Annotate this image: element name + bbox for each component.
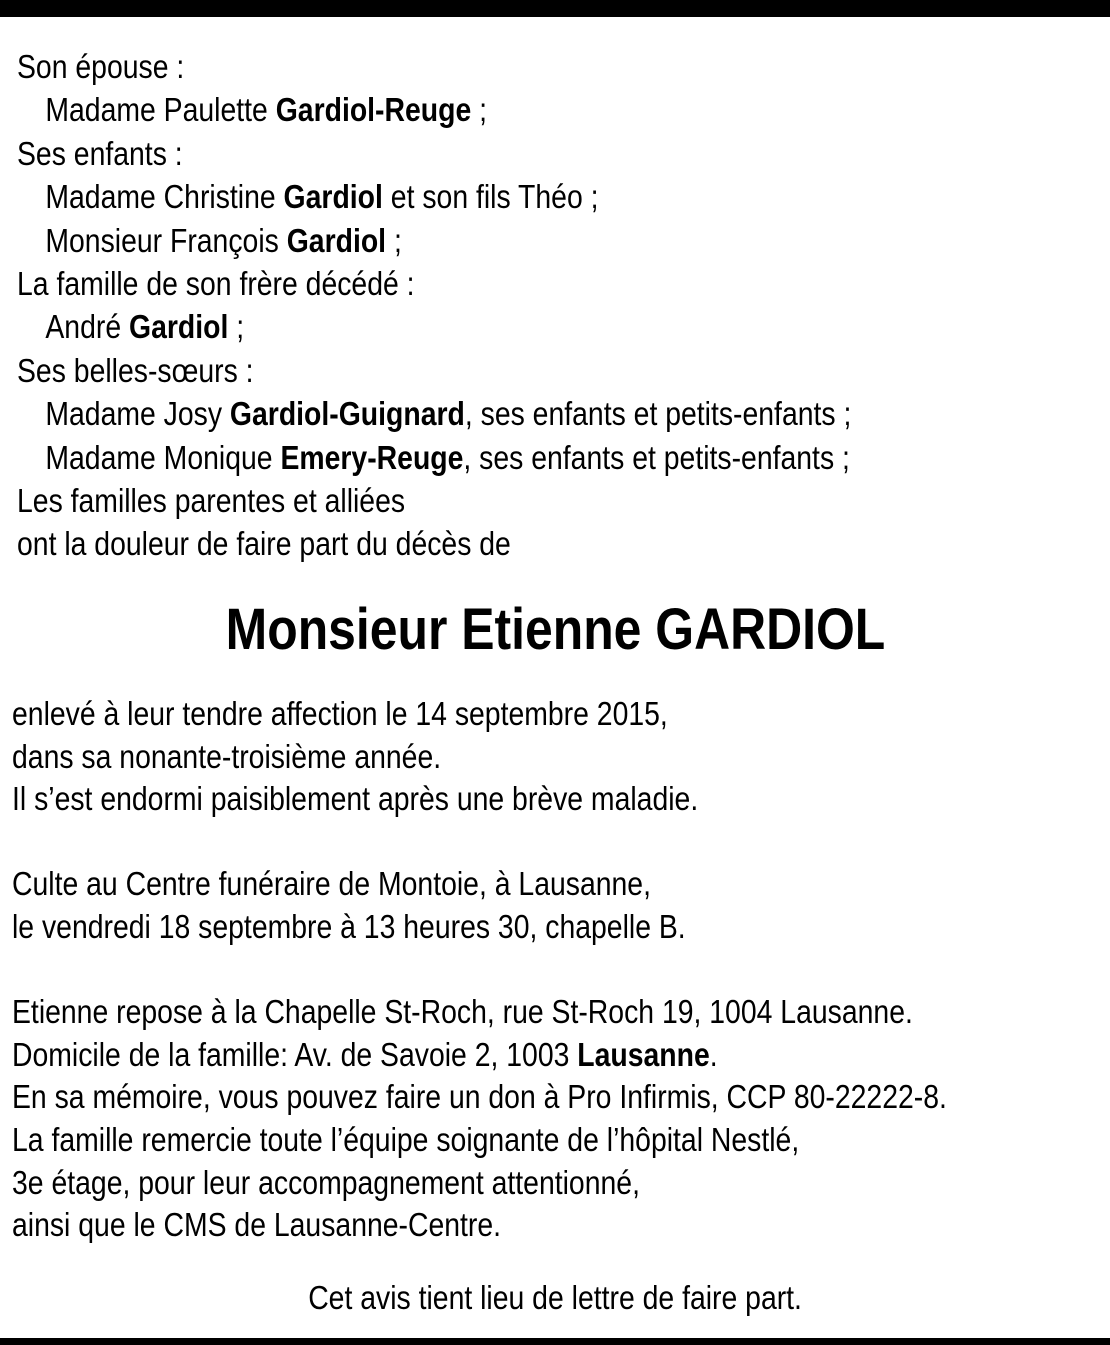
body-line: Il s’est endormi paisiblement après une brève maladie. bbox=[12, 780, 699, 818]
family-line: Ses enfants : bbox=[17, 134, 183, 172]
family-line: Madame Christine Gardiol et son fils Théo ; bbox=[45, 178, 599, 216]
family-line: Madame Monique Emery-Reuge, ses enfants et petits-enfants ; bbox=[45, 438, 850, 476]
body-line: La famille remercie toute l’équipe soignante de l’hôpital Nestlé, bbox=[12, 1120, 800, 1158]
bottom-border bbox=[0, 1338, 1110, 1345]
family-line: Les familles parentes et alliées bbox=[17, 481, 406, 519]
body-line: Domicile de la famille: Av. de Savoie 2, 1003 Lausanne. bbox=[12, 1035, 718, 1073]
body-line: le vendredi 18 septembre à 13 heures 30, chapelle B. bbox=[12, 907, 686, 945]
top-border bbox=[0, 0, 1110, 17]
body-line: enlevé à leur tendre affection le 14 septembre 2015, bbox=[12, 695, 668, 732]
body-line: dans sa nonante-troisième année. bbox=[12, 737, 442, 775]
family-line: ont la douleur de faire part du décès de bbox=[17, 525, 511, 563]
body-line: Etienne repose à la Chapelle St-Roch, rue St-Roch 19, 1004 Lausanne. bbox=[12, 993, 913, 1031]
notice-body bbox=[12, 693, 1099, 1247]
body-line: En sa mémoire, vous pouvez faire un don à Pro Infirmis, CCP 80-22222-8. bbox=[12, 1078, 947, 1116]
family-line: Madame Josy Gardiol-Guignard, ses enfants et petits-enfants ; bbox=[45, 395, 852, 433]
deceased-name: Monsieur Etienne GARDIOL bbox=[225, 597, 885, 662]
family-line: Son épouse : bbox=[17, 48, 185, 85]
body-line: ainsi que le CMS de Lausanne-Centre. bbox=[12, 1206, 502, 1244]
body-line: Culte au Centre funéraire de Montoie, à Lausanne, bbox=[12, 865, 651, 903]
family-line: Madame Paulette Gardiol-Reuge ; bbox=[45, 91, 488, 129]
family-line: Monsieur François Gardiol ; bbox=[45, 221, 402, 259]
family-line: Ses belles-sœurs : bbox=[17, 351, 254, 389]
family-line: La famille de son frère décédé : bbox=[17, 264, 415, 302]
body-line: 3e étage, pour leur accompagnement attentionné, bbox=[12, 1163, 640, 1201]
family-line: André Gardiol ; bbox=[45, 308, 245, 346]
closing-note: Cet avis tient lieu de lettre de faire part. bbox=[308, 1279, 802, 1316]
family-list bbox=[17, 45, 987, 566]
